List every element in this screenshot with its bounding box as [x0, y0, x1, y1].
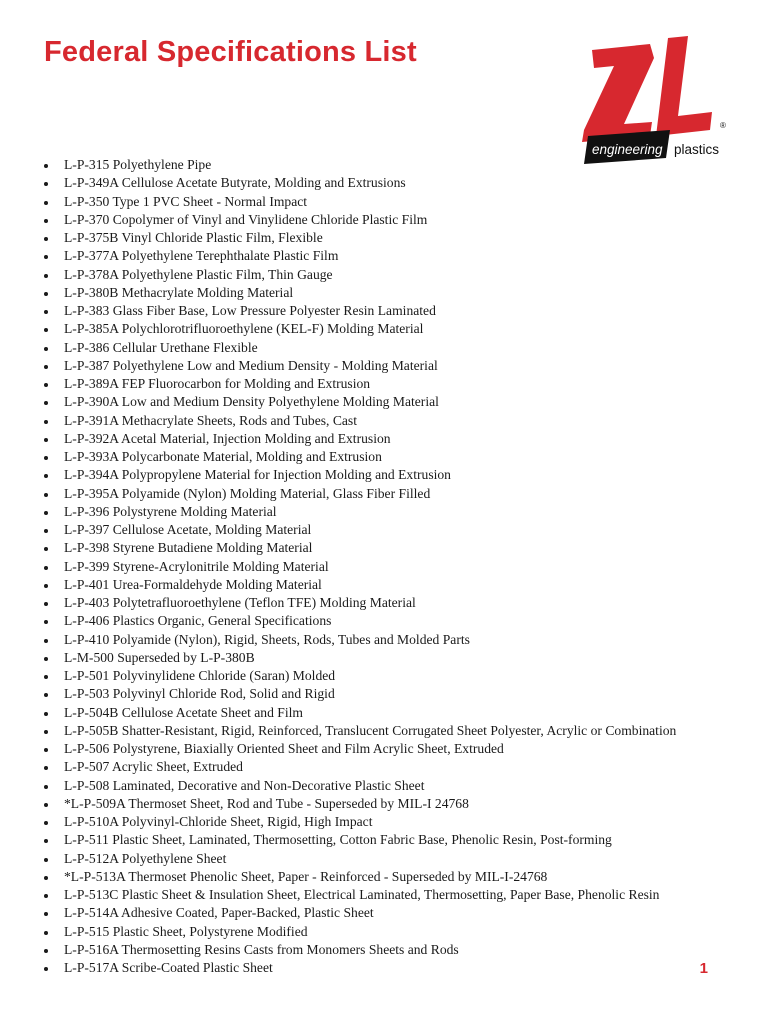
list-item-text: L-P-350 Type 1 PVC Sheet - Normal Impact — [64, 193, 308, 209]
bullet-icon — [44, 438, 48, 442]
logo-l-shape — [656, 36, 712, 136]
list-item — [44, 941, 744, 959]
list-item — [44, 466, 744, 484]
list-item-text: L-P-505B Shatter-Resistant, Rigid, Reinforced, Translucent Corrugated Sheet Polyester, Acrylic or Combination — [64, 722, 677, 738]
list-item — [44, 320, 744, 338]
bullet-icon — [44, 620, 48, 624]
list-item — [44, 485, 744, 503]
list-item-text: L-P-514A Adhesive Coated, Paper-Backed, Plastic Sheet — [64, 905, 374, 921]
list-item — [44, 923, 744, 941]
list-item-text: L-P-503 Polyvinyl Chloride Rod, Solid and Rigid — [64, 686, 335, 702]
list-item-text: L-P-403 Polytetrafluoroethylene (Teflon TFE) Molding Material — [64, 595, 416, 610]
list-item — [44, 558, 744, 576]
bullet-icon — [44, 292, 48, 296]
bullet-icon — [44, 274, 48, 278]
list-item — [44, 393, 744, 411]
list-item — [44, 758, 744, 776]
bullet-icon — [44, 949, 48, 953]
list-item-text: L-P-377A Polyethylene Terephthalate Plastic Film — [64, 248, 339, 264]
list-item — [44, 795, 744, 813]
list-item-text: L-P-399 Styrene-Acrylonitrile Molding Material — [64, 558, 329, 574]
company-logo — [580, 36, 740, 166]
zl-logo-mark — [580, 36, 740, 166]
list-item — [44, 539, 744, 557]
list-item — [44, 156, 744, 174]
bullet-icon — [44, 730, 48, 734]
bullet-icon — [44, 657, 48, 661]
bullet-icon — [44, 639, 48, 643]
list-item-text: L-P-517A Scribe-Coated Plastic Sheet — [64, 960, 273, 975]
bullet-icon — [44, 529, 48, 533]
logo-word-left: engineering — [592, 142, 663, 157]
list-item-text: L-P-315 Polyethylene Pipe — [64, 157, 212, 172]
list-item — [44, 904, 744, 922]
list-item — [44, 521, 744, 539]
list-item — [44, 649, 744, 667]
list-item-text: L-P-512A Polyethylene Sheet — [64, 850, 227, 866]
page-title: Federal Specifications List — [44, 36, 417, 68]
bullet-icon — [44, 931, 48, 935]
list-item — [44, 247, 744, 265]
list-item-text: L-P-516A Thermosetting Resins Casts from Monomers Sheets and Rods — [64, 941, 459, 957]
bullet-icon — [44, 894, 48, 898]
list-item — [44, 576, 744, 594]
bullet-icon — [44, 584, 48, 588]
list-item-text: L-P-513C Plastic Sheet & Insulation Sheet, Electrical Laminated, Thermosetting, Paper Base, Phenolic Resin — [64, 887, 660, 902]
bullet-icon — [44, 675, 48, 679]
list-item — [44, 193, 744, 211]
logo-word-right: plastics — [674, 142, 720, 157]
bullet-icon — [44, 803, 48, 807]
bullet-icon — [44, 182, 48, 186]
list-item — [44, 357, 744, 375]
specification-list — [44, 156, 744, 977]
bullet-icon — [44, 712, 48, 716]
bullet-icon — [44, 328, 48, 332]
list-item — [44, 631, 744, 649]
list-item — [44, 229, 744, 247]
list-item — [44, 430, 744, 448]
list-item-text: L-M-500 Superseded by L-P-380B — [64, 649, 255, 665]
list-item-text: L-P-397 Cellulose Acetate, Molding Material — [64, 522, 312, 537]
list-item — [44, 594, 744, 612]
list-item — [44, 886, 744, 904]
bullet-icon — [44, 566, 48, 570]
bullet-icon — [44, 201, 48, 205]
bullet-icon — [44, 839, 48, 843]
bullet-icon — [44, 164, 48, 168]
list-item-text: L-P-506 Polystyrene, Biaxially Oriented Sheet and Film Acrylic Sheet, Extruded — [64, 741, 504, 756]
list-item-text: L-P-370 Copolymer of Vinyl and Vinylidene Chloride Plastic Film — [64, 211, 428, 227]
list-item-text: L-P-398 Styrene Butadiene Molding Material — [64, 540, 313, 556]
list-item — [44, 850, 744, 868]
list-item — [44, 667, 744, 685]
list-item-text: L-P-501 Polyvinylidene Chloride (Saran) Molded — [64, 668, 336, 683]
list-item-text: L-P-393A Polycarbonate Material, Molding and Extrusion — [64, 449, 382, 464]
list-item — [44, 685, 744, 703]
list-item-text: L-P-392A Acetal Material, Injection Molding and Extrusion — [64, 430, 391, 446]
list-item-text: L-P-389A FEP Fluorocarbon for Molding and Extrusion — [64, 376, 371, 391]
list-item-text: L-P-395A Polyamide (Nylon) Molding Material, Glass Fiber Filled — [64, 485, 431, 501]
list-item-text: L-P-387 Polyethylene Low and Medium Density - Molding Material — [64, 357, 438, 373]
list-item-text: L-P-394A Polypropylene Material for Injection Molding and Extrusion — [64, 467, 451, 483]
logo-z-shape — [582, 44, 654, 142]
list-item-text: L-P-386 Cellular Urethane Flexible — [64, 339, 258, 355]
list-item-text: L-P-515 Plastic Sheet, Polystyrene Modified — [64, 923, 308, 939]
list-item — [44, 266, 744, 284]
list-item-text: L-P-390A Low and Medium Density Polyethylene Molding Material — [64, 394, 439, 410]
bullet-icon — [44, 219, 48, 223]
list-item-text: L-P-507 Acrylic Sheet, Extruded — [64, 759, 243, 775]
list-item — [44, 448, 744, 466]
list-item — [44, 959, 744, 977]
list-item — [44, 704, 744, 722]
bullet-icon — [44, 255, 48, 259]
bullet-icon — [44, 511, 48, 515]
list-item-text: L-P-508 Laminated, Decorative and Non-Decorative Plastic Sheet — [64, 777, 425, 793]
bullet-icon — [44, 401, 48, 405]
list-item — [44, 339, 744, 357]
registered-mark: ® — [720, 121, 726, 130]
list-item-text: L-P-380B Methacrylate Molding Material — [64, 284, 294, 300]
list-item-text: L-P-511 Plastic Sheet, Laminated, Thermosetting, Cotton Fabric Base, Phenolic Resin, Post-forming — [64, 832, 612, 848]
bullet-icon — [44, 858, 48, 862]
list-item — [44, 831, 744, 849]
list-item — [44, 740, 744, 758]
bullet-icon — [44, 748, 48, 752]
list-item-text: L-P-410 Polyamide (Nylon), Rigid, Sheets, Rods, Tubes and Molded Parts — [64, 631, 470, 647]
bullet-icon — [44, 347, 48, 351]
list-item-text: L-P-375B Vinyl Chloride Plastic Film, Flexible — [64, 230, 323, 245]
bullet-icon — [44, 876, 48, 880]
page-number: 1 — [699, 960, 708, 977]
list-item-text: L-P-385A Polychlorotrifluoroethylene (KEL-F) Molding Material — [64, 321, 424, 337]
list-item — [44, 868, 744, 886]
list-item — [44, 612, 744, 630]
list-item-text: L-P-504B Cellulose Acetate Sheet and Film — [64, 704, 303, 720]
bullet-icon — [44, 383, 48, 387]
bullet-icon — [44, 456, 48, 460]
list-item-text: L-P-391A Methacrylate Sheets, Rods and Tubes, Cast — [64, 412, 358, 428]
bullet-icon — [44, 493, 48, 497]
list-item — [44, 211, 744, 229]
bullet-icon — [44, 912, 48, 916]
list-item-text: *L-P-513A Thermoset Phenolic Sheet, Paper - Reinforced - Superseded by MIL-I-24768 — [64, 868, 548, 884]
list-item — [44, 412, 744, 430]
list-item-text: L-P-396 Polystyrene Molding Material — [64, 503, 277, 519]
bullet-icon — [44, 237, 48, 241]
list-item — [44, 284, 744, 302]
list-item — [44, 813, 744, 831]
list-item-text: L-P-401 Urea-Formaldehyde Molding Material — [64, 576, 322, 592]
list-item — [44, 722, 744, 740]
list-item — [44, 302, 744, 320]
list-item-text: L-P-406 Plastics Organic, General Specifications — [64, 613, 332, 629]
list-item-text: L-P-349A Cellulose Acetate Butyrate, Molding and Extrusions — [64, 175, 406, 191]
bullet-icon — [44, 420, 48, 424]
list-item — [44, 503, 744, 521]
list-item-text: L-P-383 Glass Fiber Base, Low Pressure Polyester Resin Laminated — [64, 303, 436, 318]
bullet-icon — [44, 967, 48, 971]
bullet-icon — [44, 547, 48, 551]
bullet-icon — [44, 310, 48, 314]
bullet-icon — [44, 365, 48, 369]
list-item — [44, 375, 744, 393]
bullet-icon — [44, 821, 48, 825]
list-item-text: L-P-378A Polyethylene Plastic Film, Thin Gauge — [64, 266, 333, 282]
list-item-text: L-P-510A Polyvinyl-Chloride Sheet, Rigid, High Impact — [64, 814, 373, 829]
list-item — [44, 777, 744, 795]
bullet-icon — [44, 693, 48, 697]
bullet-icon — [44, 474, 48, 478]
list-item — [44, 174, 744, 192]
bullet-icon — [44, 785, 48, 789]
bullet-icon — [44, 766, 48, 770]
list-item-text: *L-P-509A Thermoset Sheet, Rod and Tube - Superseded by MIL-I 24768 — [64, 795, 469, 811]
bullet-icon — [44, 602, 48, 606]
